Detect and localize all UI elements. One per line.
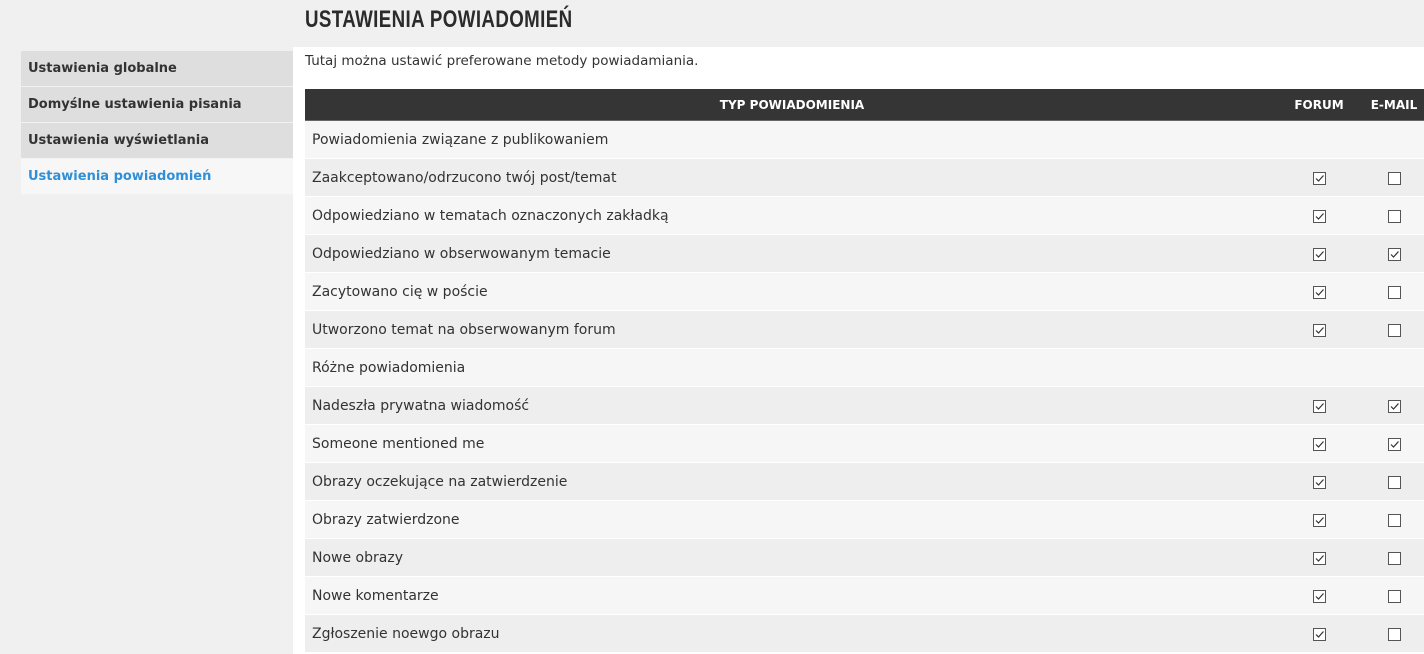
forum-cell bbox=[1279, 501, 1359, 539]
sidebar-item-global-settings[interactable]: Ustawienia globalne bbox=[21, 51, 293, 87]
forum-checkbox[interactable] bbox=[1313, 210, 1326, 223]
notification-label: Zgłoszenie noewgo obrazu bbox=[305, 615, 1279, 653]
email-cell bbox=[1359, 349, 1424, 387]
email-cell bbox=[1359, 273, 1424, 311]
forum-cell bbox=[1279, 615, 1359, 653]
table-row bbox=[305, 387, 1424, 425]
forum-cell bbox=[1279, 197, 1359, 235]
table-row bbox=[305, 197, 1424, 235]
forum-cell bbox=[1279, 311, 1359, 349]
email-cell bbox=[1359, 425, 1424, 463]
sidebar-item-display-settings[interactable]: Ustawienia wyświetlania bbox=[21, 123, 293, 159]
email-checkbox[interactable] bbox=[1388, 210, 1401, 223]
main-panel bbox=[293, 47, 1424, 654]
header-email: E-MAIL bbox=[1359, 89, 1424, 121]
section-label: Powiadomienia związane z publikowaniem bbox=[305, 121, 1279, 159]
email-checkbox[interactable] bbox=[1388, 590, 1401, 603]
forum-checkbox[interactable] bbox=[1313, 400, 1326, 413]
forum-checkbox[interactable] bbox=[1313, 438, 1326, 451]
email-checkbox[interactable] bbox=[1388, 248, 1401, 261]
forum-cell bbox=[1279, 463, 1359, 501]
section-row bbox=[305, 349, 1424, 387]
forum-cell bbox=[1279, 235, 1359, 273]
email-checkbox[interactable] bbox=[1388, 172, 1401, 185]
forum-checkbox[interactable] bbox=[1313, 324, 1326, 337]
email-cell bbox=[1359, 463, 1424, 501]
forum-cell bbox=[1279, 159, 1359, 197]
email-checkbox[interactable] bbox=[1388, 476, 1401, 489]
email-cell bbox=[1359, 159, 1424, 197]
sidebar-item-notification-settings[interactable]: Ustawienia powiadomień bbox=[21, 159, 293, 195]
forum-cell bbox=[1279, 425, 1359, 463]
forum-cell bbox=[1279, 273, 1359, 311]
header-type: TYP POWIADOMIENIA bbox=[305, 89, 1279, 121]
table-row bbox=[305, 311, 1424, 349]
forum-cell bbox=[1279, 577, 1359, 615]
email-cell bbox=[1359, 387, 1424, 425]
notification-label: Nadeszła prywatna wiadomość bbox=[305, 387, 1279, 425]
email-cell bbox=[1359, 197, 1424, 235]
forum-cell bbox=[1279, 387, 1359, 425]
section-label: Różne powiadomienia bbox=[305, 349, 1279, 387]
notification-label: Zaakceptowano/odrzucono twój post/temat bbox=[305, 159, 1279, 197]
forum-checkbox[interactable] bbox=[1313, 172, 1326, 185]
email-checkbox[interactable] bbox=[1388, 324, 1401, 337]
notification-label: Obrazy zatwierdzone bbox=[305, 501, 1279, 539]
email-checkbox[interactable] bbox=[1388, 628, 1401, 641]
table-row bbox=[305, 235, 1424, 273]
forum-cell bbox=[1279, 349, 1359, 387]
forum-checkbox[interactable] bbox=[1313, 476, 1326, 489]
forum-cell bbox=[1279, 539, 1359, 577]
header-forum: FORUM bbox=[1279, 89, 1359, 121]
table-row bbox=[305, 539, 1424, 577]
section-row bbox=[305, 121, 1424, 159]
email-cell bbox=[1359, 539, 1424, 577]
table-row bbox=[305, 159, 1424, 197]
sidebar-nav bbox=[21, 51, 293, 195]
table-header bbox=[305, 89, 1424, 121]
notification-label: Obrazy oczekujące na zatwierdzenie bbox=[305, 463, 1279, 501]
sidebar-item-posting-defaults[interactable]: Domyślne ustawienia pisania bbox=[21, 87, 293, 123]
table-row bbox=[305, 577, 1424, 615]
notification-label: Nowe komentarze bbox=[305, 577, 1279, 615]
notification-table bbox=[305, 89, 1424, 653]
forum-checkbox[interactable] bbox=[1313, 514, 1326, 527]
forum-checkbox[interactable] bbox=[1313, 628, 1326, 641]
email-cell bbox=[1359, 615, 1424, 653]
email-checkbox[interactable] bbox=[1388, 552, 1401, 565]
email-checkbox[interactable] bbox=[1388, 438, 1401, 451]
email-cell bbox=[1359, 311, 1424, 349]
notification-label: Someone mentioned me bbox=[305, 425, 1279, 463]
email-cell bbox=[1359, 235, 1424, 273]
page-title: USTAWIENIA POWIADOMIEŃ bbox=[305, 6, 573, 33]
notification-label: Zacytowano cię w poście bbox=[305, 273, 1279, 311]
table-row bbox=[305, 463, 1424, 501]
forum-cell bbox=[1279, 121, 1359, 159]
forum-checkbox[interactable] bbox=[1313, 552, 1326, 565]
email-checkbox[interactable] bbox=[1388, 286, 1401, 299]
email-cell bbox=[1359, 121, 1424, 159]
notification-label: Utworzono temat na obserwowanym forum bbox=[305, 311, 1279, 349]
email-cell bbox=[1359, 501, 1424, 539]
forum-checkbox[interactable] bbox=[1313, 286, 1326, 299]
forum-checkbox[interactable] bbox=[1313, 590, 1326, 603]
email-checkbox[interactable] bbox=[1388, 514, 1401, 527]
table-row bbox=[305, 501, 1424, 539]
notification-label: Odpowiedziano w obserwowanym temacie bbox=[305, 235, 1279, 273]
table-row bbox=[305, 425, 1424, 463]
notification-label: Nowe obrazy bbox=[305, 539, 1279, 577]
forum-checkbox[interactable] bbox=[1313, 248, 1326, 261]
table-row bbox=[305, 615, 1424, 653]
notification-label: Odpowiedziano w tematach oznaczonych zakładką bbox=[305, 197, 1279, 235]
table-row bbox=[305, 273, 1424, 311]
email-cell bbox=[1359, 577, 1424, 615]
intro-text: Tutaj można ustawić preferowane metody powiadamiania. bbox=[305, 53, 699, 69]
email-checkbox[interactable] bbox=[1388, 400, 1401, 413]
